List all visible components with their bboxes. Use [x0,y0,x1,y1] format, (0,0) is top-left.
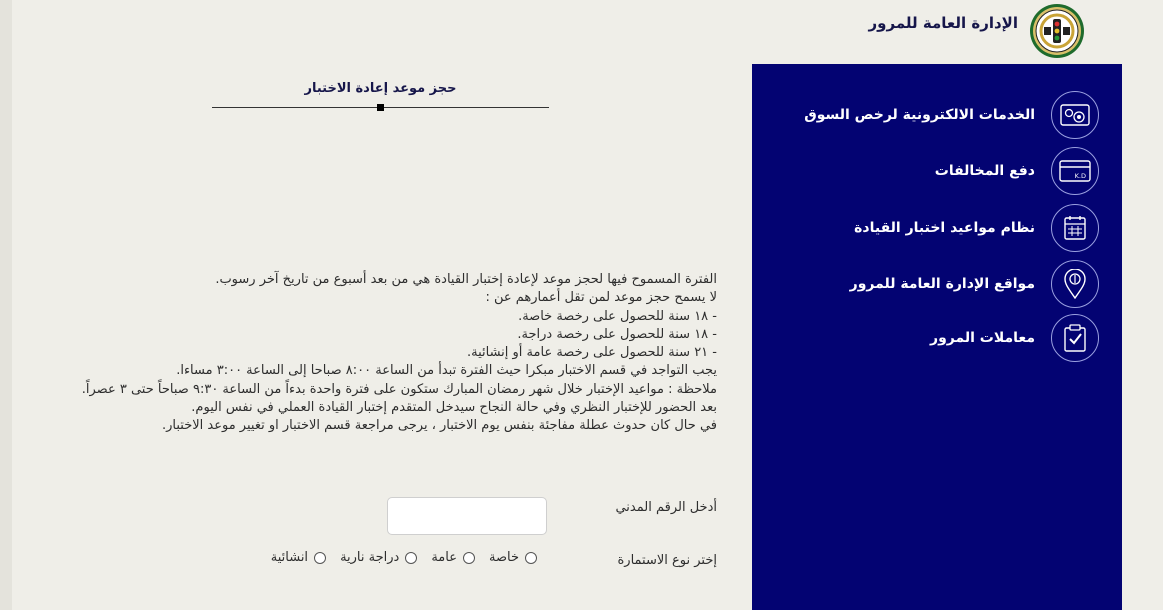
org-title: الإدارة العامة للمرور [868,14,1018,32]
form-type-radio-group [271,550,537,565]
sidebar-item-traffic-transactions[interactable] [752,313,1122,363]
form-type-label: إختر نوع الاستمارة [617,553,717,568]
radio-option-construction[interactable] [271,550,326,565]
sidebar-item-test-appointments[interactable] [752,203,1122,253]
info-line: - ٢١ سنة للحصول على رخصة عامة أو إنشائية. [466,345,717,361]
sidebar-item-label: دفع المخالفات [934,163,1035,179]
payment-card-icon [1051,147,1099,195]
radio-label: انشائية [270,550,309,565]
info-line: الفترة المسموح فيها لحجز موعد لإعادة إختبار القيادة هي من بعد أسبوع من تاريخ آخر رسوب. [215,272,717,287]
radio-button[interactable] [525,552,537,564]
sidebar-item-label: معاملات المرور [930,330,1035,346]
civil-id-label: أدخل الرقم المدني [615,500,717,515]
sidebar [752,64,1122,610]
info-line: بعد الحضور للإختبار النظري وفي حالة النجاح سيدخل المتقدم إختبار القيادة العملي في نفس اليوم. [191,400,717,416]
calendar-icon [1051,204,1099,252]
info-line: - ١٨ سنة للحصول على رخصة خاصة. [518,308,717,324]
radio-option-private[interactable] [489,550,537,565]
radio-option-motorcycle[interactable] [340,550,417,565]
left-edge-strip [0,0,12,610]
clipboard-check-icon [1051,314,1099,362]
radio-button[interactable] [314,552,326,564]
civil-id-input[interactable] [387,497,547,535]
kd-text: K.D [1074,172,1086,180]
sidebar-item-pay-fines[interactable] [752,146,1122,196]
radio-label: عامة [431,550,457,565]
license-card-icon [1051,91,1099,139]
heading-divider-marker [377,104,384,111]
info-line: - ١٨ سنة للحصول على رخصة دراجة. [517,326,717,342]
info-line: لا يسمح حجز موعد لمن تقل أعمارهم عن : [485,290,717,306]
radio-label: دراجة نارية [340,550,400,565]
radio-option-public[interactable] [431,550,475,565]
sidebar-item-license-services[interactable] [752,90,1122,140]
radio-button[interactable] [463,552,475,564]
info-text-block [40,271,717,436]
sidebar-item-label: مواقع الإدارة العامة للمرور [849,276,1035,292]
info-line: ملاحظة : مواعيد الإختبار خلال شهر رمضان المبارك ستكون على فترة واحدة بدءاً من الساعة ٩:٣٠ صباحاً حتى ٣ عصراً. [81,381,717,397]
sidebar-item-label: نظام مواعيد اختبار القيادة [854,220,1035,236]
radio-button[interactable] [405,552,417,564]
info-line: في حال كان حدوث عطلة مفاجئة بنفس يوم الاختبار ، يرجى مراجعة قسم الاختبار او تغيير موعد الاختبار. [162,418,717,434]
radio-label: خاصة [488,550,519,565]
sidebar-item-label: الخدمات الالكترونية لرخص السوق [804,107,1035,123]
page-title: حجز موعد إعادة الاختبار [304,81,457,96]
info-line: يجب التواجد في قسم الاختبار مبكرا حيث الفترة تبدأ من الساعة ٨:٠٠ صباحا إلى الساعة ٣:٠٠ مساءا. [176,363,717,379]
sidebar-item-locations[interactable] [752,259,1122,309]
traffic-department-logo-icon[interactable] [1029,3,1085,59]
location-pin-icon [1051,260,1099,308]
